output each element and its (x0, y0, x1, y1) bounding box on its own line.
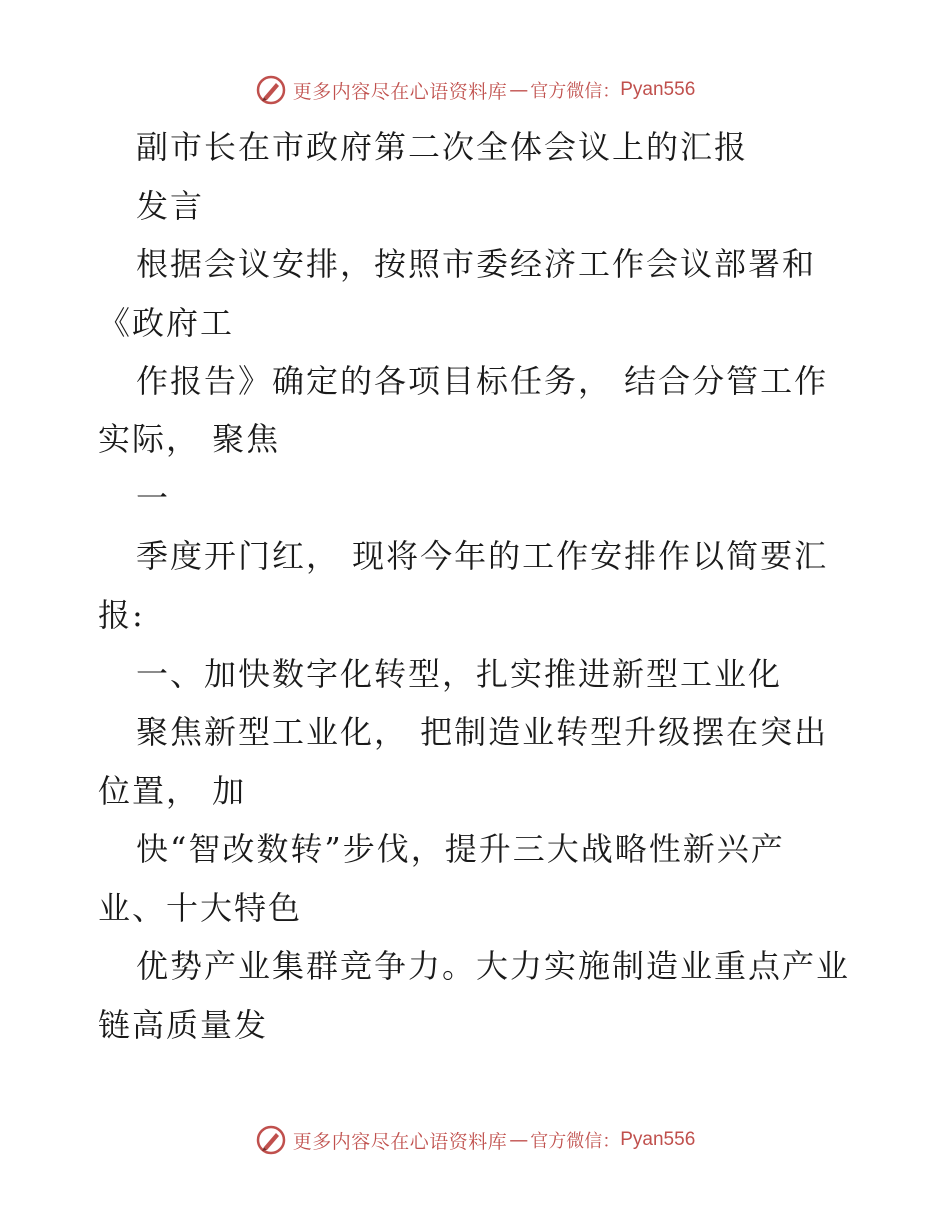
header-watermark (0, 70, 950, 110)
pen-logo-icon (255, 1124, 287, 1156)
wechat-label: 官方微信： (530, 81, 621, 102)
document-title-line-1: 副市长在市政府第二次全体会议上的汇报 (136, 128, 749, 166)
watermark-text: 更多内容尽在心语资料库 (292, 1130, 508, 1153)
watermark-dash: — (509, 1129, 529, 1151)
paragraph-line: 链高质量发 (98, 1006, 269, 1044)
paragraph-line: 季度开门红， 现将今年的工作安排作以简要汇 (136, 537, 829, 575)
paragraph-line: 聚焦新型工业化， 把制造业转型升级摆在突出 (136, 713, 829, 751)
watermark-text: 更多内容尽在心语资料库 (292, 80, 508, 103)
wechat-id: Pyan556 (620, 1129, 696, 1150)
pen-logo-icon (255, 74, 287, 106)
wechat-id: Pyan556 (620, 79, 696, 100)
paragraph-line: 作报告》确定的各项目标任务， 结合分管工作 (136, 362, 829, 400)
paragraph-line: 实际， 聚焦 (98, 420, 281, 458)
section-heading: 一、加快数字化转型，扎实推进新型工业化 (136, 655, 783, 693)
paragraph-line: 优势产业集群竞争力。大力实施制造业重点产业 (136, 947, 851, 985)
document-title-line-2: 发言 (136, 187, 205, 225)
footer-watermark (0, 1120, 950, 1160)
watermark-dash: — (509, 79, 529, 101)
paragraph-line: 位置， 加 (98, 772, 247, 810)
paragraph-line: 业、十大特色 (98, 889, 303, 927)
wechat-label: 官方微信： (530, 1131, 621, 1152)
paragraph-line: 《政府工 (98, 304, 235, 342)
paragraph-line: 根据会议安排，按照市委经济工作会议部署和 (136, 245, 817, 283)
paragraph-line: 快“智改数转”步伐，提升三大战略性新兴产 (136, 830, 785, 868)
paragraph-line: 一 (136, 479, 171, 517)
paragraph-line: 报: (98, 596, 145, 634)
